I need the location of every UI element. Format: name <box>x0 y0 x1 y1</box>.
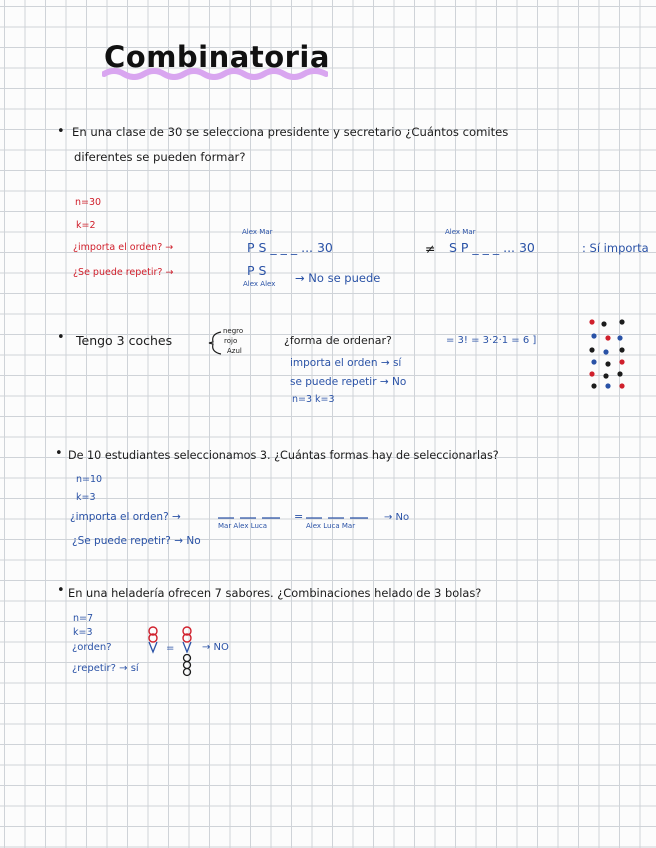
bullet: • <box>55 446 63 461</box>
s3-slots-names: Mar Alex Luca <box>218 522 268 530</box>
s1-answer-order: : Sí importa <box>582 241 649 255</box>
s2-color-1: negro <box>223 327 244 335</box>
s2-color-2: rojo <box>224 337 238 345</box>
s1-question-line1: En una clase de 30 se selecciona presidente y secretario ¿Cuántos comites <box>72 125 509 139</box>
bullet: • <box>57 583 65 598</box>
s4-answer-order: → NO <box>202 642 229 653</box>
s1-names-bottom: Alex Alex <box>243 280 276 288</box>
s4-k: k=3 <box>73 627 93 638</box>
s3-slots-lines-b <box>304 510 374 520</box>
s2-params: n=3 k=3 <box>292 394 335 405</box>
s3-slots-names-b: Alex Luca Mar <box>306 522 356 530</box>
ice-cream-stack-icon <box>180 654 194 680</box>
bullet: • <box>57 330 65 345</box>
s3-equals: = <box>294 510 304 523</box>
s1-neq: ≠ <box>425 241 436 256</box>
s3-slots-lines <box>216 510 286 520</box>
s2-note-repeat: se puede repetir → No <box>290 376 407 388</box>
s3-question: De 10 estudiantes seleccionamos 3. ¿Cuántas formas hay de seleccionarlas? <box>68 449 499 462</box>
s4-n: n=7 <box>73 613 94 624</box>
s4-q-order: ¿orden? <box>72 642 112 653</box>
s2-color-3: Azul <box>227 347 242 355</box>
s3-k: k=3 <box>76 492 96 503</box>
ice-cream-icon <box>146 626 160 654</box>
s1-names-top-b: Alex Mar <box>445 228 476 236</box>
s1-slots-b: S P _ _ _ ... 30 <box>449 240 535 255</box>
s2-formula: = 3! = 3·2·1 = 6 ] <box>446 335 537 346</box>
s4-equals: = <box>166 643 175 654</box>
s1-q-order: ¿importa el orden? → <box>73 242 174 253</box>
s3-q-order: ¿importa el orden? → <box>70 511 181 523</box>
s2-q-ways: ¿forma de ordenar? <box>284 334 392 347</box>
s1-q-repeat: ¿Se puede repetir? → <box>73 267 174 278</box>
s1-k: k=2 <box>76 220 96 231</box>
s3-answer-order: → No <box>384 512 410 523</box>
bullet: • <box>57 124 65 139</box>
s1-slots-repeat: P S <box>247 263 267 278</box>
s3-q-repeat: ¿Se puede repetir? → No <box>72 535 201 547</box>
s4-q-repeat: ¿repetir? → sí <box>72 663 139 674</box>
s1-slots-a: P S _ _ _ ... 30 <box>247 240 333 255</box>
s2-note-order: importa el orden → sí <box>290 357 402 369</box>
ice-cream-icon <box>180 626 194 654</box>
s1-names-top: Alex Mar <box>242 228 273 236</box>
s4-question: En una heladería ofrecen 7 sabores. ¿Combinaciones helado de 3 bolas? <box>68 586 482 600</box>
s1-n: n=30 <box>75 197 102 208</box>
brace-icon <box>207 330 223 356</box>
s1-answer-repeat: → No se puede <box>295 271 381 285</box>
s3-n: n=10 <box>76 474 103 485</box>
page-title: Combinatoria <box>104 40 330 74</box>
s2-question: Tengo 3 coches <box>76 333 173 348</box>
s1-question-line2: diferentes se pueden formar? <box>74 150 246 164</box>
car-arrangement-dots <box>586 316 634 392</box>
